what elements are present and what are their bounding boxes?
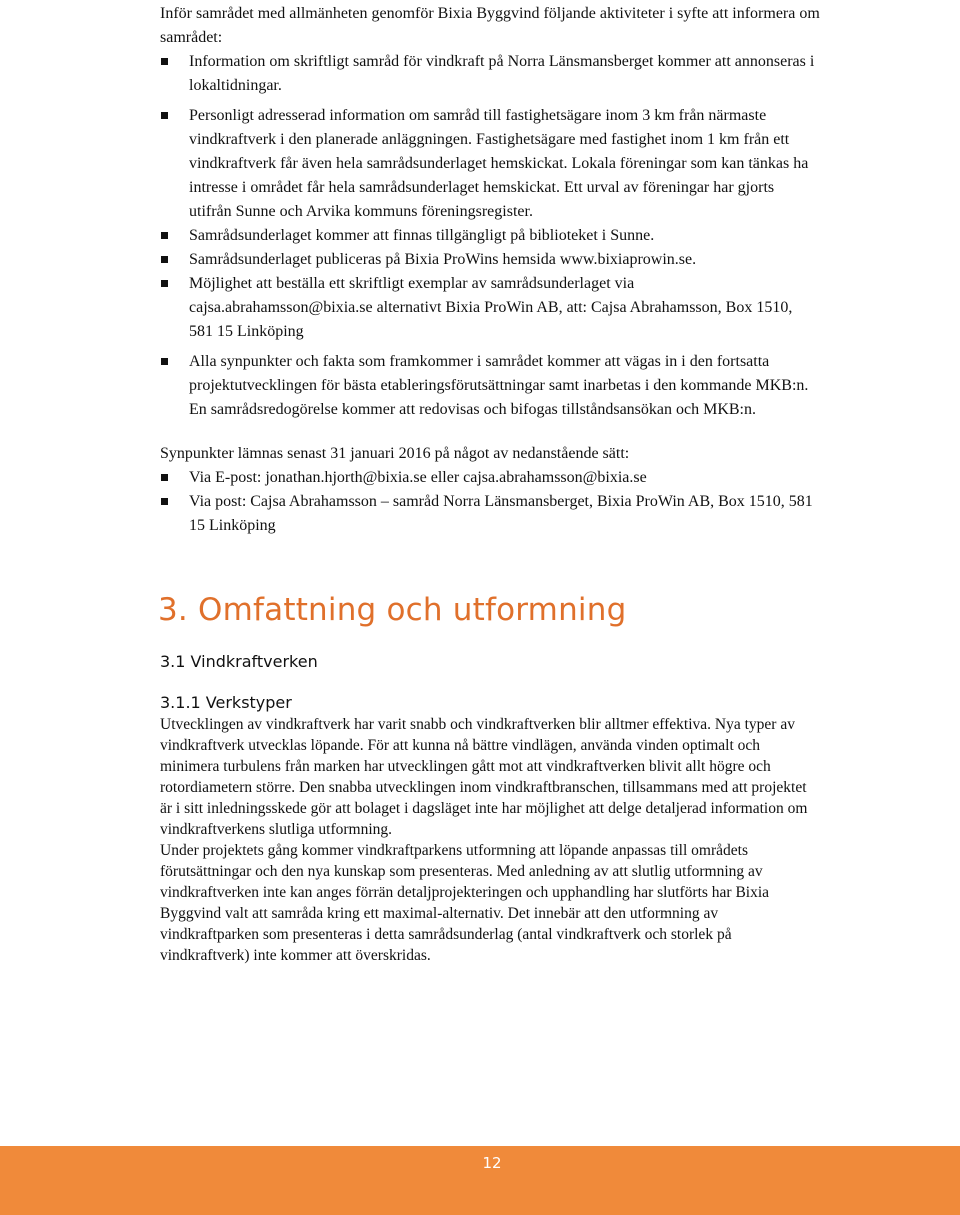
deadline-paragraph: Synpunkter lämnas senast 31 januari 2016 på något av nedanstående sätt: [160, 445, 630, 462]
square-bullet-icon [161, 358, 168, 365]
square-bullet-icon [161, 256, 168, 263]
square-bullet-icon [161, 58, 168, 65]
section-heading: 3. Omfattning och utformning [158, 592, 627, 628]
page-footer [0, 1146, 960, 1215]
list-item: Möjlighet att beställa ett skriftligt exemplar av samrådsunderlaget via cajsa.abrahamsson@bixia.se alternativt Bixia ProWin AB, att: Cajsa Abrahamsson, Box 1510, 581 15 Linköping [160, 272, 820, 344]
activities-list [160, 50, 820, 422]
body-paragraph: Utvecklingen av vindkraftverk har varit snabb och vindkraftverken blir alltmer effektiva. Nya typer av vindkraftverk utvecklas löpande. För att kunna nå bättre vindlägen, använda vinden optimalt och minimera turbulens från marken har utvecklingen gått mot att vindkraftverken blivit allt högre och rotordiametern större. Den snabba utvecklingen inom vindkraftbranschen, tillsammans med att projektet är i sitt inledningsskede gör att bolaget i dagsläget inte har möjlighet att delge detaljerad information om vindkraftverkens slutliga utformning. [160, 716, 808, 838]
channels-list [160, 466, 820, 538]
document-page [160, 0, 820, 966]
subsection-heading: 3.1 Vindkraftverken [160, 652, 318, 671]
page-number: 12 [482, 1154, 502, 1172]
list-item: Via post: Cajsa Abrahamsson – samråd Norra Länsmansberget, Bixia ProWin AB, Box 1510, 581 15 Linköping [160, 490, 820, 538]
list-item: Information om skriftligt samråd för vindkraft på Norra Länsmansberget kommer att annonseras i lokaltidningar. [160, 50, 820, 98]
subsubsection-heading: 3.1.1 Verkstyper [160, 693, 292, 712]
square-bullet-icon [161, 498, 168, 505]
body-paragraph: Under projektets gång kommer vindkraftparkens utformning att löpande anpassas till områdets förutsättningar och den nya kunskap som presenteras. Med anledning av att slutlig utformning av vindkraftverken inte kan anges förrän detaljprojekteringen och upphandling har slutförts har Bixia Byggvind valt att samråda kring ett maximal-alternativ. Det innebär att den utformning av vindkraftparken som presenteras i detta samrådsunderlag (antal vindkraftverk och storlek på vindkraftverk) inte kommer att överskridas. [160, 842, 770, 964]
square-bullet-icon [161, 474, 168, 481]
square-bullet-icon [161, 112, 168, 119]
list-item: Alla synpunkter och fakta som framkommer i samrådet kommer att vägas in i den fortsatta projektutvecklingen för bästa etableringsförutsättningar samt inarbetas i den kommande MKB:n. En samrådsredogörelse kommer att redovisas och bifogas tillståndsansökan och MKB:n. [160, 350, 820, 422]
list-item: Samrådsunderlaget publiceras på Bixia ProWins hemsida www.bixiaprowin.se. [160, 248, 820, 272]
square-bullet-icon [161, 280, 168, 287]
intro-paragraph: Inför samrådet med allmänheten genomför Bixia Byggvind följande aktiviteter i syfte att informera om samrådet: [160, 5, 820, 46]
list-item: Via E-post: jonathan.hjorth@bixia.se eller cajsa.abrahamsson@bixia.se [160, 466, 820, 490]
list-item: Personligt adresserad information om samråd till fastighetsägare inom 3 km från närmaste vindkraftverk i den planerade anläggningen. Fastighetsägare med fastighet inom 1 km från ett vindkraftverk får även hela samrådsunderlaget hemskickat. Lokala föreningar som kan tänkas ha intresse i området får hela samrådsunderlaget hemskickat. Ett urval av föreningar har gjorts utifrån Sunne och Arvika kommuns föreningsregister. [160, 104, 820, 224]
list-item: Samrådsunderlaget kommer att finnas tillgängligt på biblioteket i Sunne. [160, 224, 820, 248]
square-bullet-icon [161, 232, 168, 239]
